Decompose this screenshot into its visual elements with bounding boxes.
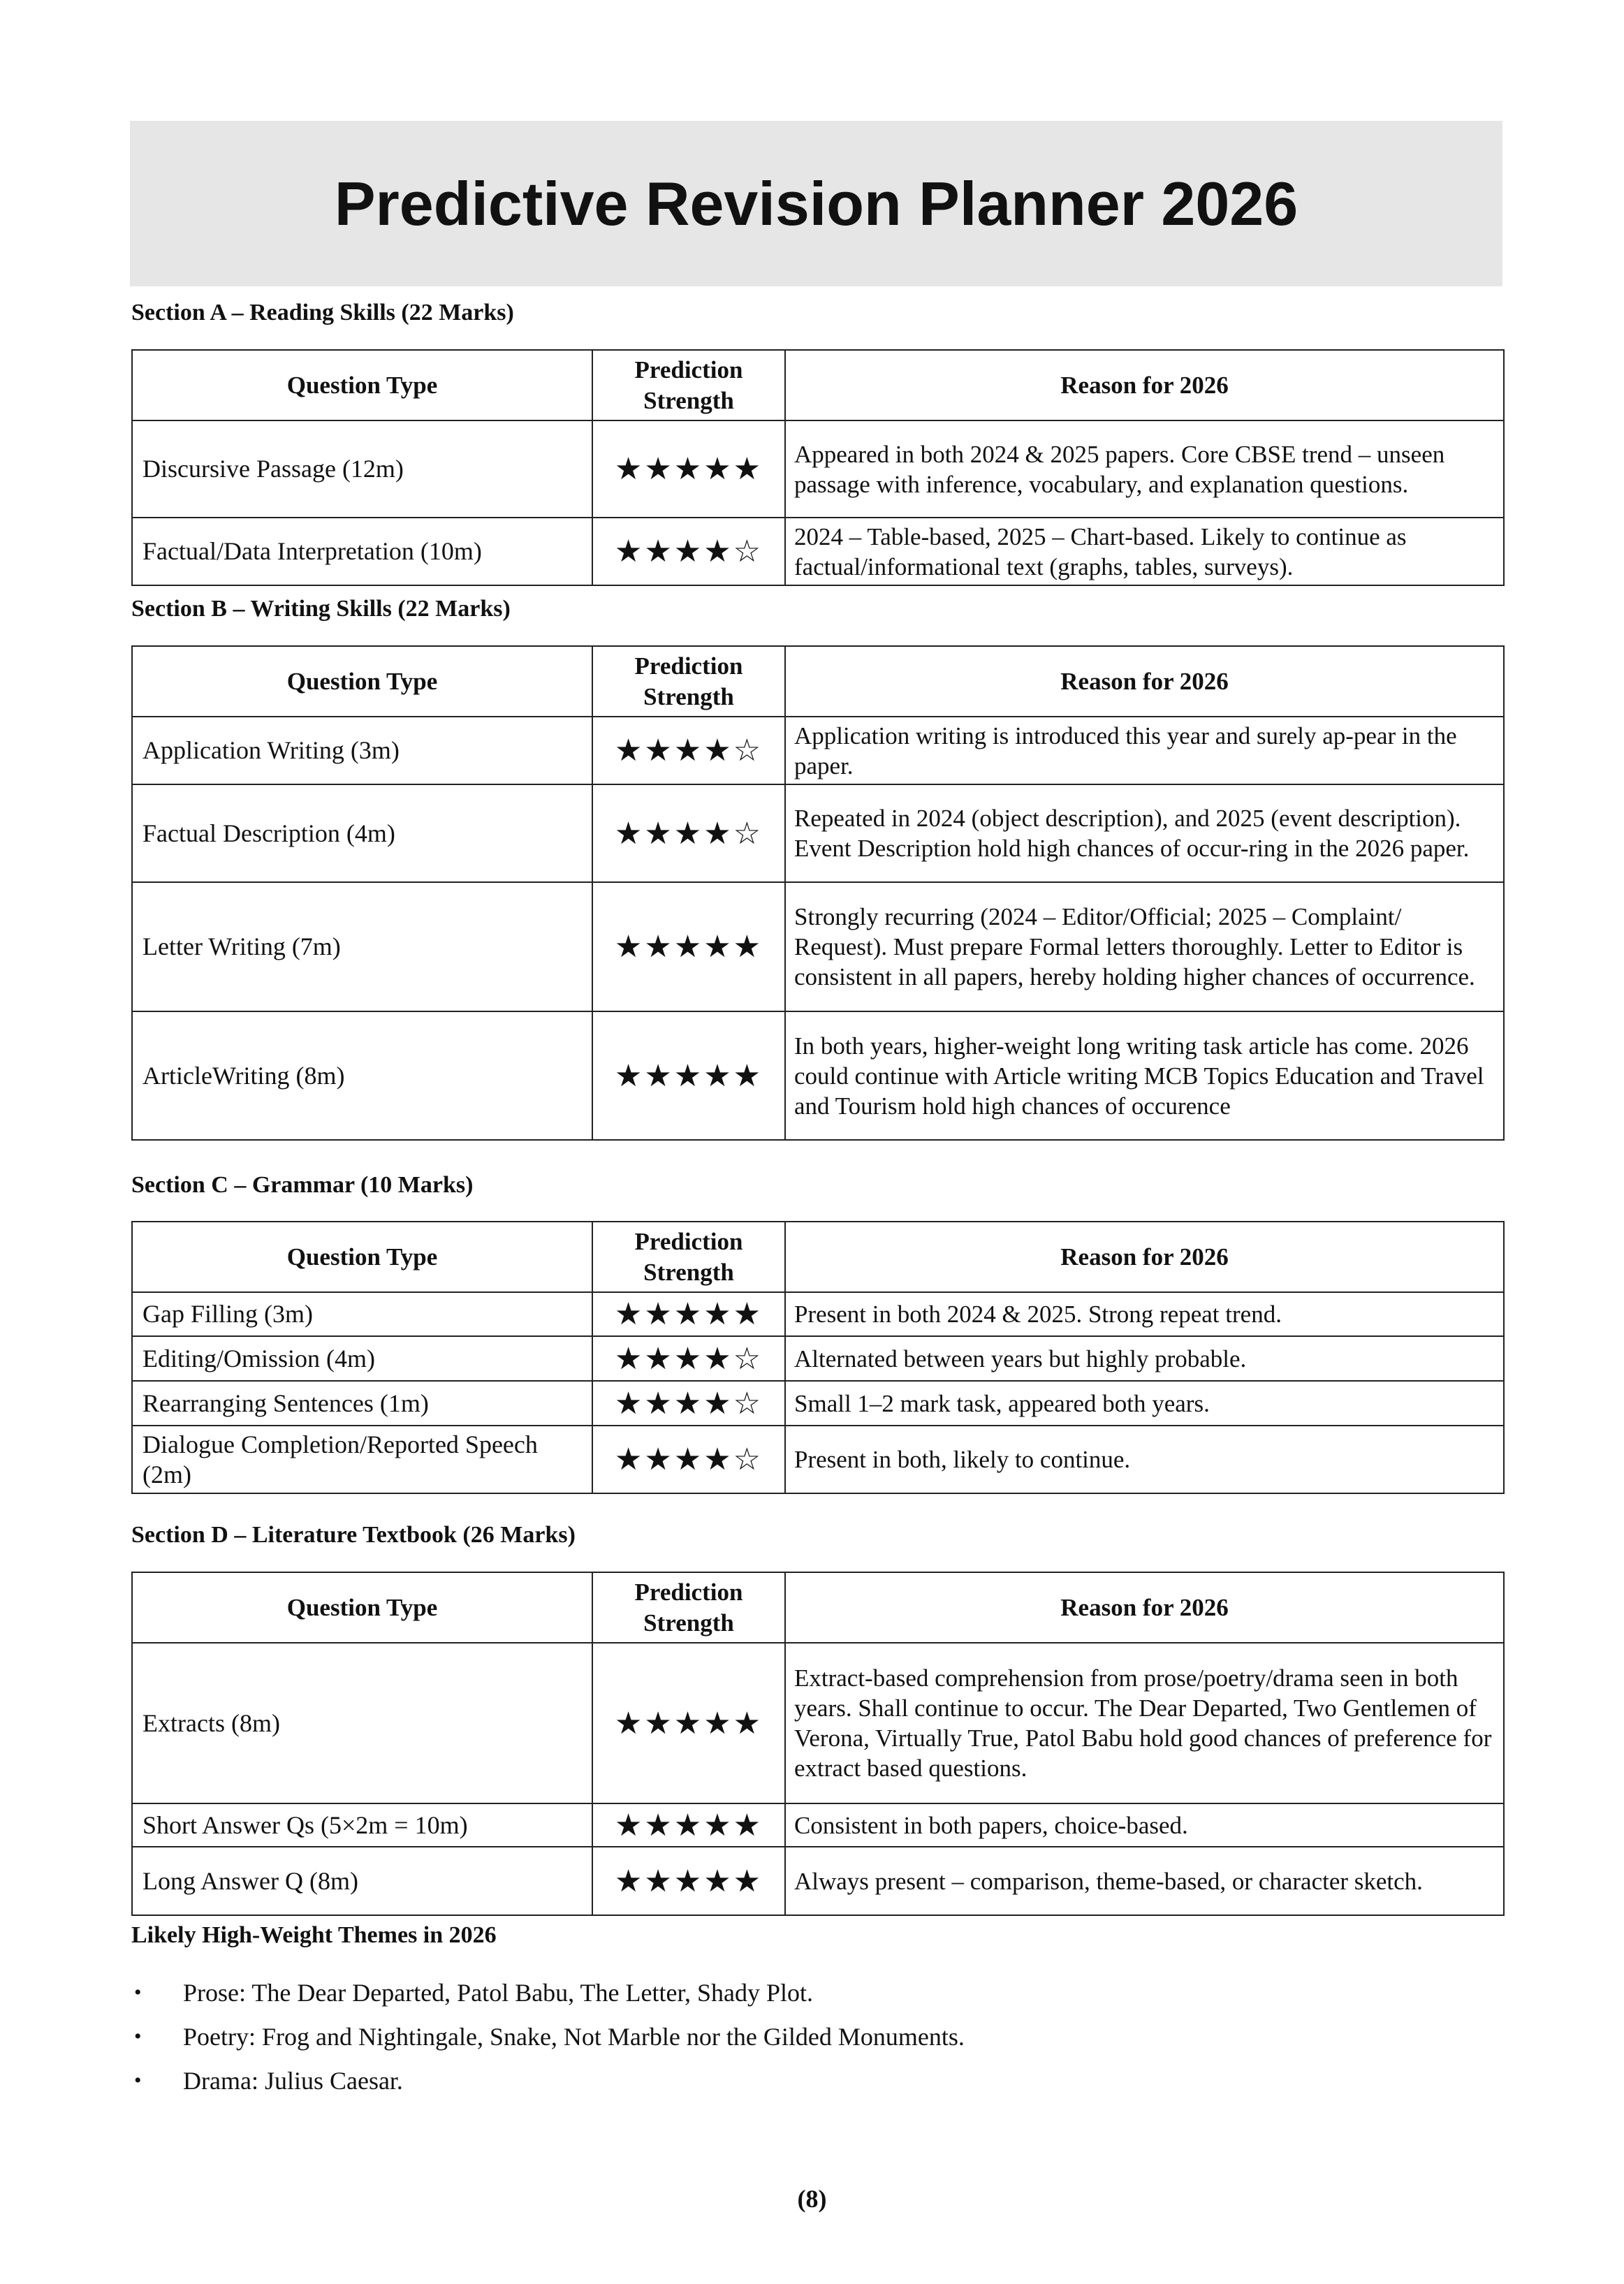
star-rating: ★★★★★ [592,1803,785,1847]
header-prediction-strength: Prediction Strength [592,1572,785,1643]
header-reason: Reason for 2026 [785,646,1504,717]
header-question-type: Question Type [132,646,592,717]
question-type-cell: Rearranging Sentences (1m) [132,1381,592,1426]
theme-text: Poetry: Frog and Nightingale, Snake, Not Marble nor the Gilded Monuments. [183,2023,965,2051]
section-c-table [131,1221,1505,1494]
section-b-table [131,645,1505,1141]
star-rating: ★★★★★ [592,420,785,518]
table-row [132,784,1504,882]
section-b-heading: Section B – Writing Skills (22 Marks) [131,596,511,622]
question-type-cell: Gap Filling (3m) [132,1292,592,1336]
page-number: (8) [797,2185,827,2213]
table-row [132,518,1504,585]
star-rating: ★★★★☆ [592,1426,785,1493]
star-rating: ★★★★☆ [592,717,785,784]
table-row [132,1847,1504,1915]
table-header-row [132,1572,1504,1643]
header-question-type: Question Type [132,1572,592,1643]
table-header-row [132,1222,1504,1292]
reason-cell: Extract-based comprehension from prose/poetry/drama seen in both years. Shall continue to occur. The Dear Departed, Two Gentlemen of Verona, Virtually True, Patol Babu hold good chances of preference for extract based questions. [785,1643,1504,1803]
question-type-cell: Extracts (8m) [132,1643,592,1803]
table-row [132,1643,1504,1803]
header-reason: Reason for 2026 [785,350,1504,420]
table-row [132,882,1504,1011]
question-type-cell: Short Answer Qs (5×2m = 10m) [132,1803,592,1847]
question-type-cell: Application Writing (3m) [132,717,592,784]
reason-cell: In both years, higher-weight long writing task article has come. 2026 could continue with Article writing MCB Topics Education and Travel and Tourism hold high chances of occurence [785,1011,1504,1140]
theme-text: Drama: Julius Caesar. [183,2067,403,2095]
reason-cell: Alternated between years but highly probable. [785,1336,1504,1381]
star-rating: ★★★★★ [592,1011,785,1140]
list-item [131,2022,965,2066]
table-row [132,1292,1504,1336]
reason-cell: Application writing is introduced this year and surely ap-pear in the paper. [785,717,1504,784]
star-rating: ★★★★★ [592,1643,785,1803]
star-rating: ★★★★★ [592,882,785,1011]
reason-cell: Strongly recurring (2024 – Editor/Official; 2025 – Complaint/ Request). Must prepare Formal letters thoroughly. Letter to Editor is consistent in all papers, hereby holding higher chances of occurrence. [785,882,1504,1011]
header-prediction-strength: Prediction Strength [592,1222,785,1292]
star-rating: ★★★★☆ [592,518,785,585]
question-type-cell: Dialogue Completion/Reported Speech (2m) [132,1426,592,1493]
themes-list [131,1978,965,2110]
reason-cell: Small 1–2 mark task, appeared both years. [785,1381,1504,1426]
star-rating: ★★★★★ [592,1292,785,1336]
question-type-cell: ArticleWriting (8m) [132,1011,592,1140]
star-rating: ★★★★★ [592,1847,785,1915]
star-rating: ★★★★☆ [592,784,785,882]
question-type-cell: Editing/Omission (4m) [132,1336,592,1381]
page-title: Predictive Revision Planner 2026 [334,168,1299,238]
section-d-table [131,1572,1505,1916]
question-type-cell: Discursive Passage (12m) [132,420,592,518]
reason-cell: Present in both, likely to continue. [785,1426,1504,1493]
header-reason: Reason for 2026 [785,1572,1504,1643]
reason-cell: Always present – comparison, theme-based, or character sketch. [785,1847,1504,1915]
table-row [132,420,1504,518]
star-rating: ★★★★☆ [592,1381,785,1426]
list-item [131,1978,965,2022]
table-row [132,1803,1504,1847]
header-question-type: Question Type [132,350,592,420]
header-reason: Reason for 2026 [785,1222,1504,1292]
bullet-icon: • [134,2069,142,2092]
question-type-cell: Letter Writing (7m) [132,882,592,1011]
reason-cell: Consistent in both papers, choice-based. [785,1803,1504,1847]
table-row [132,1381,1504,1426]
list-item [131,2066,965,2110]
table-row [132,717,1504,784]
reason-cell: 2024 – Table-based, 2025 – Chart-based. Likely to continue as factual/informational text (graphs, tables, surveys). [785,518,1504,585]
reason-cell: Repeated in 2024 (object description), and 2025 (event description). Event Description hold high chances of occur-ring in the 2026 paper. [785,784,1504,882]
themes-heading: Likely High-Weight Themes in 2026 [131,1922,497,1948]
reason-cell: Present in both 2024 & 2025. Strong repeat trend. [785,1292,1504,1336]
table-header-row [132,350,1504,420]
reason-cell: Appeared in both 2024 & 2025 papers. Core CBSE trend – unseen passage with inference, vocabulary, and explanation questions. [785,420,1504,518]
table-row [132,1336,1504,1381]
theme-text: Prose: The Dear Departed, Patol Babu, The Letter, Shady Plot. [183,1979,814,2007]
bullet-icon: • [134,2025,142,2048]
header-question-type: Question Type [132,1222,592,1292]
section-a-table [131,349,1505,586]
section-d-heading: Section D – Literature Textbook (26 Marks) [131,1522,576,1548]
question-type-cell: Long Answer Q (8m) [132,1847,592,1915]
star-rating: ★★★★☆ [592,1336,785,1381]
table-header-row [132,646,1504,717]
table-row [132,1011,1504,1140]
header-prediction-strength: Prediction Strength [592,350,785,420]
section-c-heading: Section C – Grammar (10 Marks) [131,1172,474,1198]
bullet-icon: • [134,1981,142,2004]
header-prediction-strength: Prediction Strength [592,646,785,717]
question-type-cell: Factual/Data Interpretation (10m) [132,518,592,585]
question-type-cell: Factual Description (4m) [132,784,592,882]
title-band [130,121,1502,286]
section-a-heading: Section A – Reading Skills (22 Marks) [131,300,514,325]
table-row [132,1426,1504,1493]
